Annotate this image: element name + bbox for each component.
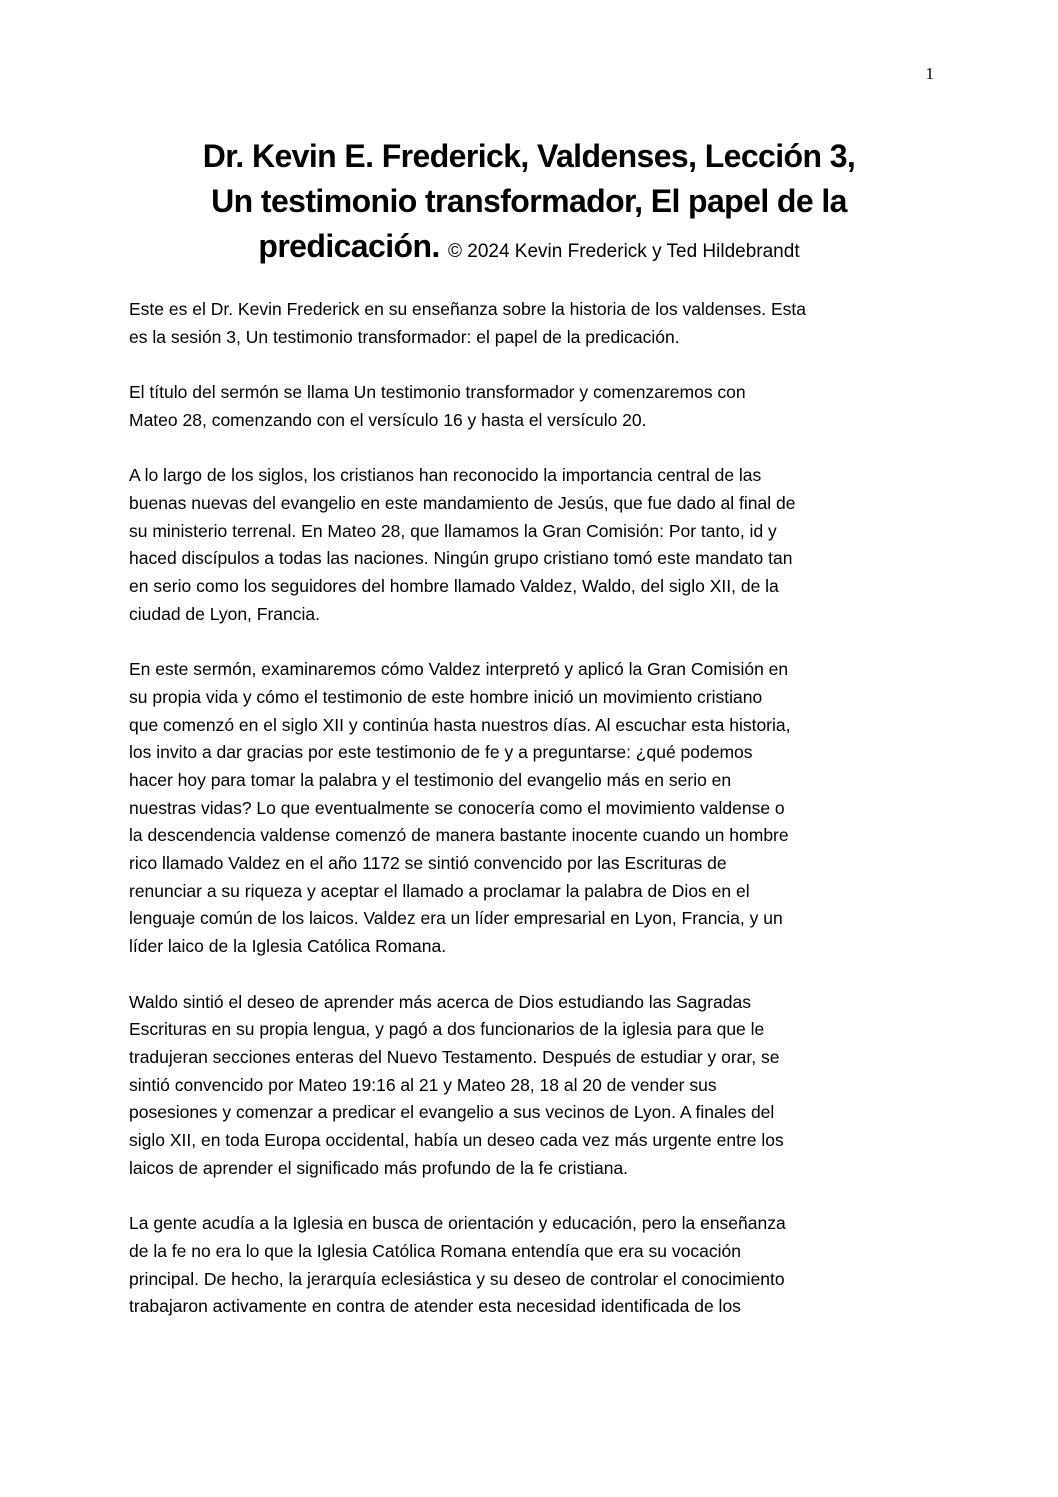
paragraph-line: lenguaje común de los laicos. Valdez era un líder empresarial en Lyon, Francia, y un — [129, 908, 783, 929]
paragraph-line: posesiones y comenzar a predicar el evangelio a sus vecinos de Lyon. A finales del — [129, 1102, 775, 1123]
document-title — [129, 134, 929, 274]
paragraph-line: laicos de aprender el significado más profundo de la fe cristiana. — [129, 1157, 629, 1178]
paragraph-3 — [129, 462, 919, 628]
paragraph-line: buenas nuevas del evangelio en este mandamiento de Jesús, que fue dado al final de — [129, 492, 796, 513]
paragraph-line: Mateo 28, comenzando con el versículo 16 y hasta el versículo 20. — [129, 409, 647, 430]
copyright-notice: © 2024 Kevin Frederick y Ted Hildebrandt — [447, 241, 800, 262]
paragraph-line: La gente acudía a la Iglesia en busca de orientación y educación, pero la enseñanza — [129, 1213, 786, 1234]
paragraph-line: de la fe no era lo que la Iglesia Católica Romana entendía que era su vocación — [129, 1240, 741, 1261]
paragraph-line: tradujeran secciones enteras del Nuevo Testamento. Después de estudiar y orar, se — [129, 1046, 780, 1067]
paragraph-line: Waldo sintió el deseo de aprender más acerca de Dios estudiando las Sagradas — [129, 991, 751, 1012]
paragraph-line: Este es el Dr. Kevin Frederick en su enseñanza sobre la historia de los valdenses. Esta — [129, 299, 807, 319]
paragraph-line: trabajaron activamente en contra de atender esta necesidad identificada de los — [129, 1296, 741, 1317]
paragraph-line: en serio como los seguidores del hombre llamado Valdez, Waldo, del siglo XII, de la — [129, 576, 779, 596]
paragraph-line: es la sesión 3, Un testimonio transformador: el papel de la predicación. — [129, 326, 680, 347]
paragraph-6 — [129, 1210, 919, 1321]
paragraph-line: El título del sermón se llama Un testimonio transformador y comenzaremos con — [129, 382, 746, 403]
paragraph-line: principal. De hecho, la jerarquía eclesiástica y su deseo de controlar el conocimiento — [129, 1268, 785, 1289]
paragraph-line: rico llamado Valdez en el año 1172 se sintió convencido por las Escrituras de — [129, 853, 727, 874]
paragraph-line: haced discípulos a todas las naciones. Ningún grupo cristiano tomó este mandato tan — [129, 548, 793, 569]
title-line-1: Dr. Kevin E. Frederick, Valdenses, Lección 3, — [202, 138, 856, 174]
paragraph-line: Escrituras en su propia lengua, y pagó a dos funcionarios de la iglesia para que le — [129, 1019, 765, 1040]
title-line-3-text: predicación. — [258, 228, 440, 264]
title-line-2: Un testimonio transformador, El papel de la — [211, 183, 847, 219]
paragraph-line: hacer hoy para tomar la palabra y el testimonio del evangelio más en serio en — [129, 769, 732, 790]
paragraph-line: su propia vida y cómo el testimonio de este hombre inició un movimiento cristiano — [129, 686, 763, 707]
paragraph-2 — [129, 379, 919, 434]
paragraph-line: ciudad de Lyon, Francia. — [129, 603, 320, 624]
paragraph-line: siglo XII, en toda Europa occidental, había un deseo cada vez más urgente entre los — [129, 1130, 784, 1151]
paragraph-line: la descendencia valdense comenzó de manera bastante inocente cuando un hombre — [129, 825, 789, 846]
paragraph-line: los invito a dar gracias por este testimonio de fe y a preguntarse: ¿qué podemos — [129, 742, 753, 763]
paragraph-line: En este sermón, examinaremos cómo Valdez interpretó y aplicó la Gran Comisión en — [129, 659, 789, 680]
paragraph-line: que comenzó en el siglo XII y continúa hasta nuestros días. Al escuchar esta historia, — [129, 714, 791, 735]
paragraph-line: su ministerio terrenal. En Mateo 28, que llamamos la Gran Comisión: Por tanto, id y — [129, 520, 777, 541]
title-line-3 — [129, 224, 929, 274]
paragraph-4 — [129, 656, 919, 961]
paragraph-line: líder laico de la Iglesia Católica Romana. — [129, 936, 447, 957]
page-number: 1 — [925, 64, 934, 83]
paragraph-line: nuestras vidas? Lo que eventualmente se conocería como el movimiento valdense o — [129, 797, 785, 818]
document-body — [129, 296, 919, 1349]
paragraph-line: renunciar a su riqueza y aceptar el llamado a proclamar la palabra de Dios en el — [129, 880, 750, 901]
paragraph-5 — [129, 989, 919, 1183]
paragraph-1 — [129, 296, 919, 351]
paragraph-line: sintió convencido por Mateo 19:16 al 21 y Mateo 28, 18 al 20 de vender sus — [129, 1074, 717, 1095]
paragraph-line: A lo largo de los siglos, los cristianos han reconocido la importancia central de las — [129, 465, 762, 486]
